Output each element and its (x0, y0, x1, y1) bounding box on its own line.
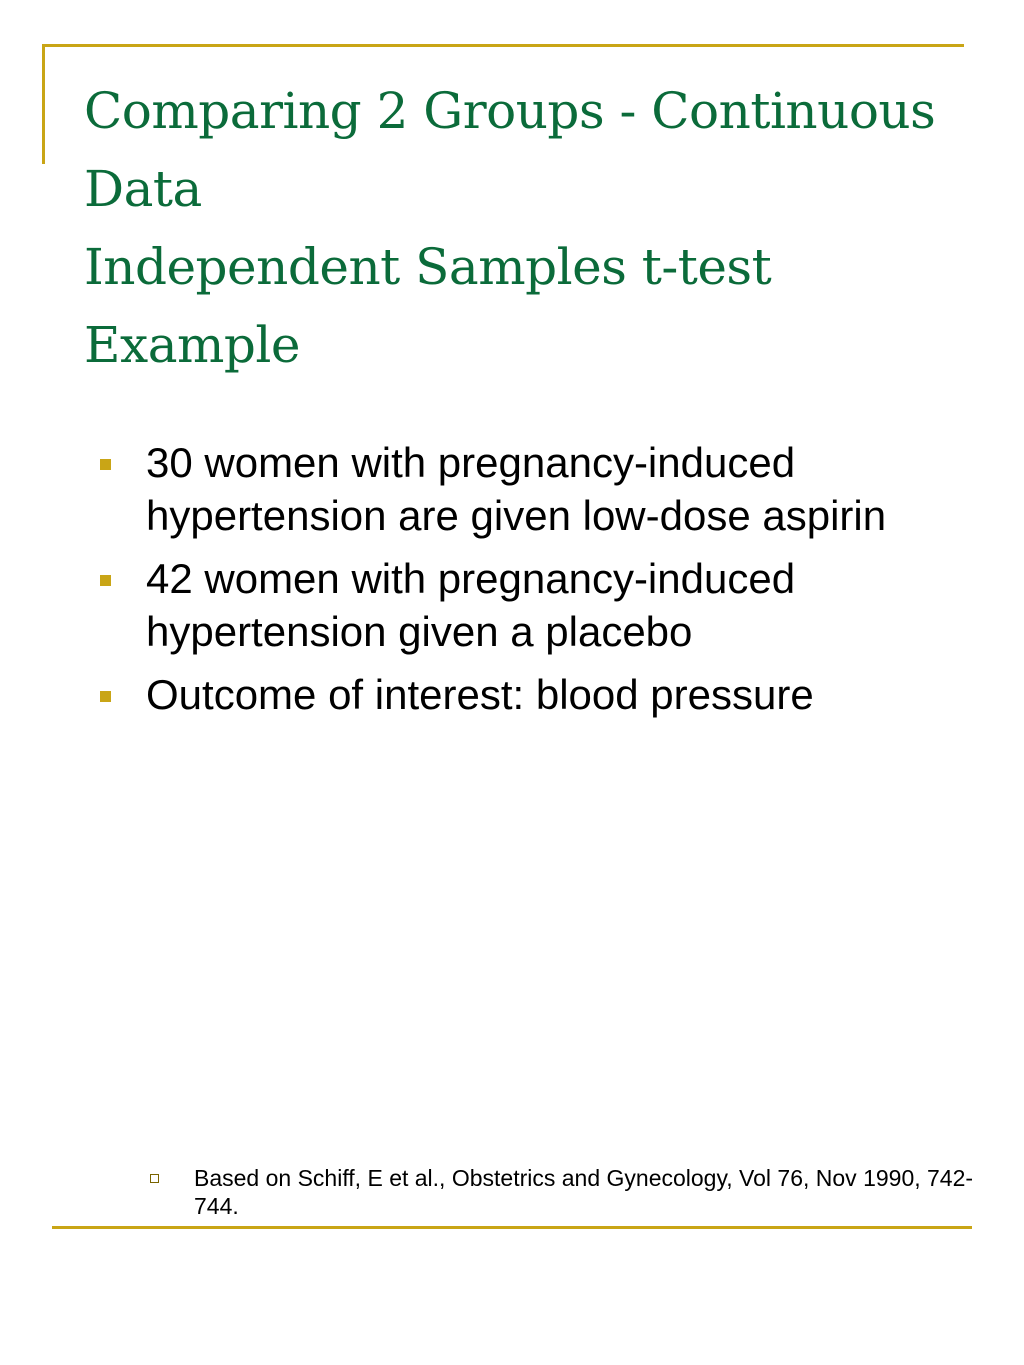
square-bullet-icon (100, 691, 111, 702)
title-line: Independent Samples t-test (84, 238, 772, 296)
bullet-item (96, 668, 976, 721)
title-line: Data (84, 160, 202, 218)
bullet-item (96, 436, 976, 542)
footnote (146, 1164, 994, 1220)
title-line: Comparing 2 Groups - Continuous (84, 82, 936, 140)
footnote-text: Based on Schiff, E et al., Obstetrics and Gynecology, Vol 76, Nov 1990, 742-744. (194, 1165, 974, 1219)
bullet-text: 42 women with pregnancy-induced hypertension given a placebo (146, 555, 796, 655)
bullet-item (96, 552, 976, 658)
square-bullet-icon (100, 575, 111, 586)
bullet-list (96, 436, 976, 731)
bullet-text: 30 women with pregnancy-induced hypertension are given low-dose aspirin (146, 439, 887, 539)
bottom-rule (52, 1226, 972, 1229)
top-rule (42, 44, 964, 47)
title-line: Example (84, 316, 301, 374)
hollow-square-bullet-icon (150, 1174, 159, 1183)
square-bullet-icon (100, 459, 111, 470)
left-rule (42, 44, 45, 164)
bullet-text: Outcome of interest: blood pressure (146, 671, 814, 718)
slide-title (84, 72, 984, 384)
